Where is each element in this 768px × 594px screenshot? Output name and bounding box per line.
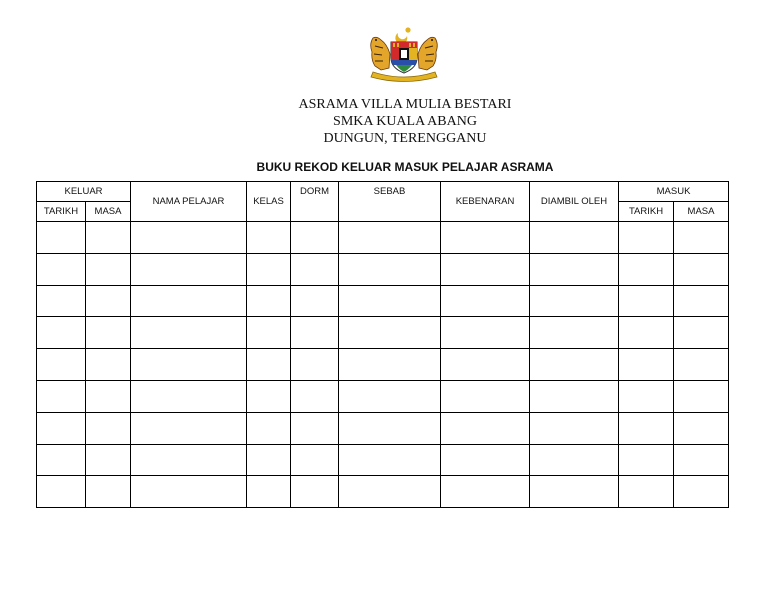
table-cell: [339, 412, 441, 444]
table-cell: [441, 222, 530, 254]
table-cell: [619, 444, 674, 476]
table-cell: [86, 285, 131, 317]
table-row: [37, 253, 729, 285]
table-cell: [86, 253, 131, 285]
col-header-kelas: KELAS: [247, 182, 291, 222]
col-header-masuk-tarikh: TARIKH: [619, 202, 674, 222]
table-cell: [247, 317, 291, 349]
col-header-dorm: DORM: [291, 182, 339, 222]
table-cell: [441, 285, 530, 317]
table-cell: [247, 380, 291, 412]
school-header-line-3: DUNGUN, TERENGGANU: [323, 131, 487, 146]
table-cell: [674, 444, 729, 476]
table-cell: [619, 349, 674, 381]
table-cell: [131, 285, 247, 317]
table-cell: [37, 317, 86, 349]
col-header-kebenaran: KEBENARAN: [441, 182, 530, 222]
table-cell: [530, 253, 619, 285]
table-cell: [86, 380, 131, 412]
table-cell: [674, 285, 729, 317]
document-title: BUKU REKOD KELUAR MASUK PELAJAR ASRAMA: [256, 160, 554, 174]
table-cell: [441, 444, 530, 476]
table-cell: [291, 444, 339, 476]
table-cell: [674, 253, 729, 285]
table-cell: [530, 285, 619, 317]
table-cell: [37, 380, 86, 412]
table-cell: [530, 317, 619, 349]
table-cell: [619, 222, 674, 254]
table-cell: [291, 285, 339, 317]
table-cell: [247, 444, 291, 476]
table-cell: [86, 476, 131, 508]
table-cell: [530, 349, 619, 381]
table-row: [37, 317, 729, 349]
table-cell: [339, 317, 441, 349]
table-cell: [674, 317, 729, 349]
table-cell: [619, 317, 674, 349]
table-cell: [37, 444, 86, 476]
table-cell: [619, 285, 674, 317]
table-row: [37, 285, 729, 317]
table-cell: [291, 253, 339, 285]
table-cell: [247, 253, 291, 285]
record-table: [36, 181, 729, 508]
table-cell: [37, 349, 86, 381]
table-cell: [339, 444, 441, 476]
table-cell: [441, 412, 530, 444]
table-cell: [530, 476, 619, 508]
table-row: [37, 412, 729, 444]
table-cell: [37, 285, 86, 317]
table-cell: [131, 349, 247, 381]
table-cell: [37, 476, 86, 508]
table-cell: [530, 444, 619, 476]
table-cell: [131, 444, 247, 476]
table-row: [37, 349, 729, 381]
table-cell: [86, 317, 131, 349]
table-cell: [247, 285, 291, 317]
table-cell: [131, 222, 247, 254]
school-header-line-2: SMKA KUALA ABANG: [333, 114, 477, 129]
table-cell: [291, 222, 339, 254]
table-cell: [530, 222, 619, 254]
table-cell: [441, 317, 530, 349]
table-cell: [37, 222, 86, 254]
table-cell: [291, 380, 339, 412]
table-cell: [86, 412, 131, 444]
col-header-diambil-oleh: DIAMBIL OLEH: [530, 182, 619, 222]
table-cell: [291, 476, 339, 508]
table-cell: [86, 444, 131, 476]
table-row: [37, 444, 729, 476]
table-cell: [674, 222, 729, 254]
col-header-nama-pelajar: NAMA PELAJAR: [131, 182, 247, 222]
table-cell: [86, 222, 131, 254]
col-header-keluar-masa: MASA: [86, 202, 131, 222]
table-cell: [530, 412, 619, 444]
table-cell: [131, 253, 247, 285]
table-cell: [441, 380, 530, 412]
table-row: [37, 222, 729, 254]
col-header-sebab: SEBAB: [339, 182, 441, 222]
table-cell: [441, 253, 530, 285]
table-cell: [674, 476, 729, 508]
table-cell: [291, 349, 339, 381]
table-body: [37, 222, 729, 508]
table-cell: [339, 380, 441, 412]
table-cell: [86, 349, 131, 381]
table-cell: [247, 476, 291, 508]
table-cell: [339, 349, 441, 381]
table-cell: [441, 349, 530, 381]
table-cell: [619, 476, 674, 508]
col-header-masuk: MASUK: [619, 182, 729, 202]
table-cell: [339, 285, 441, 317]
table-cell: [131, 380, 247, 412]
table-cell: [131, 412, 247, 444]
table-cell: [674, 380, 729, 412]
table-cell: [339, 253, 441, 285]
table-cell: [339, 476, 441, 508]
table-row: [37, 380, 729, 412]
col-header-keluar-tarikh: TARIKH: [37, 202, 86, 222]
table-cell: [291, 412, 339, 444]
table-row: [37, 476, 729, 508]
table-cell: [131, 476, 247, 508]
table-cell: [619, 412, 674, 444]
col-header-masuk-masa: MASA: [674, 202, 729, 222]
table-cell: [619, 380, 674, 412]
table-cell: [530, 380, 619, 412]
school-header-line-1: ASRAMA VILLA MULIA BESTARI: [298, 97, 512, 112]
table-cell: [131, 317, 247, 349]
table-cell: [441, 476, 530, 508]
table-cell: [291, 317, 339, 349]
table-cell: [247, 412, 291, 444]
table-cell: [674, 412, 729, 444]
table-cell: [339, 222, 441, 254]
table-cell: [37, 412, 86, 444]
table-cell: [247, 349, 291, 381]
table-cell: [674, 349, 729, 381]
table-cell: [619, 253, 674, 285]
coat-of-arms-icon: [363, 24, 445, 84]
col-header-keluar: KELUAR: [37, 182, 131, 202]
table-cell: [37, 253, 86, 285]
table-cell: [247, 222, 291, 254]
